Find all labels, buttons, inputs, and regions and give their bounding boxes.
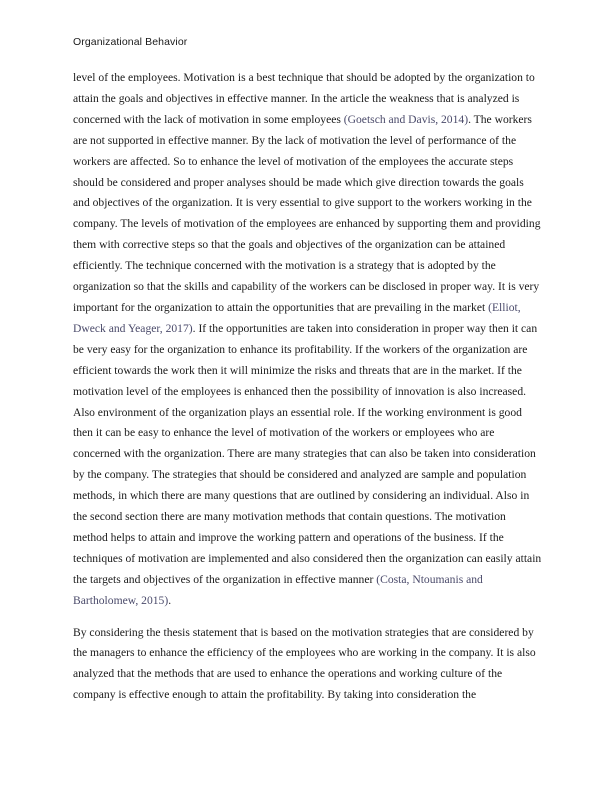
citation-elliot-dweck-yeager: (Elliot, Dweck and Yeager, 2017) bbox=[73, 300, 521, 335]
body-paragraph-1 bbox=[73, 68, 543, 612]
paragraph-1-text-a: level of the employees. Motivation is a best technique that should be adopted by the organization to attain the goals and objectives in effective manner. In the article the weakness that is analyzed is concerned with the lack of motivation in some employees bbox=[73, 71, 535, 126]
paragraph-1-text-b: . The workers are not supported in effective manner. By the lack of motivation the level of performance of the workers are affected. So to enhance the level of motivation of the employees the accurate steps should be considered and proper analyses should be made which give direction towards the goals and objectives of the organization. It is very essential to give support to the workers working in the company. The levels of motivation of the employees are enhanced by supporting them and providing them with corrective steps so that the goals and objectives of the organization can be attained efficiently. The technique concerned with the motivation is a strategy that is adopted by the organization so that the skills and capability of the workers can be disclosed in proper way. It is very important for the organization to attain the opportunities that are prevailing in the market bbox=[73, 112, 541, 314]
document-body bbox=[73, 68, 543, 706]
paragraph-1-text-d: . bbox=[168, 593, 172, 607]
citation-goetsch-davis: (Goetsch and Davis, 2014) bbox=[343, 112, 469, 126]
paragraph-1-text-c: . If the opportunities are taken into consideration in proper way then it can be very easy for the organization to enhance its profitability. If the workers of the organization are efficient towards the work then it will minimize the risks and threats that are in the market. If the motivation level of the employees is enhanced then the possibility of innovation is also increased. Also environment of the organization plays an essential role. If the working environment is good then it can be easy to enhance the level of motivation of the workers or employees who are concerned with the organization. There are many strategies that can also be taken into consideration by the company. The strategies that should be considered and analyzed are sample and population methods, in which there are many questions that are outlined by considering an individual. Also in the second section there are many motivation methods that contain questions. The motivation method helps to attain and improve the working pattern and operations of the business. If the techniques of motivation are implemented and also considered then the organization can easily attain the targets and objectives of the organization in effective manner bbox=[73, 321, 542, 586]
citation-costa-ntoumanis-bartholomew: (Costa, Ntoumanis and Bartholomew, 2015) bbox=[73, 572, 483, 607]
body-paragraph-2: By considering the thesis statement that is based on the motivation strategies that are considered by the managers to enhance the efficiency of the employees who are working in the company. It is also analyzed that the methods that are used to enhance the operations and working culture of the company is effective enough to attain the profitability. By taking into consideration the bbox=[73, 625, 536, 702]
running-header: Organizational Behavior bbox=[73, 36, 188, 48]
